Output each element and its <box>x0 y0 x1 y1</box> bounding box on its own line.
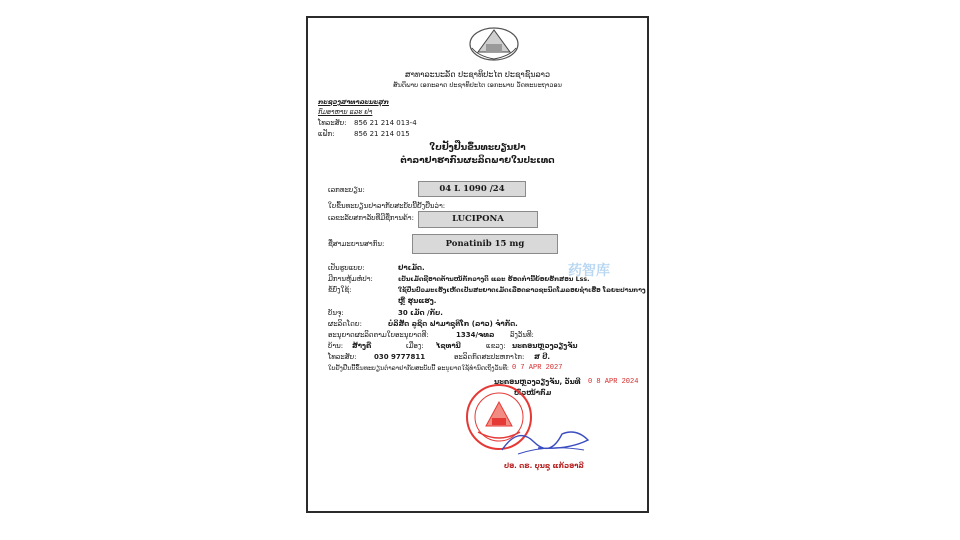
fax-value: 856 21 214 015 <box>354 130 410 138</box>
registration-certificate <box>306 16 649 513</box>
signature-place: ນະຄອນຫຼວງວຽງຈັນ, ວັນທີ <box>494 378 581 386</box>
tel-value: 030 9777811 <box>374 353 426 361</box>
dose-label: ບັນຈຸ: <box>328 309 344 317</box>
village-label: ບ້ານ: <box>328 342 344 350</box>
country-header: ສາທາລະນະລັດ ປະຊາທິປະໄຕ ປະຊາຊົນລາວ <box>404 70 551 79</box>
valid-label: ອະລິດກົດສະປະຫກາໄກ: <box>454 353 525 361</box>
license-label: ອະນຸຍາດຜະລິດຕາມໃບອະນຸຍາດທີ: <box>328 331 429 339</box>
use-value: ໃຊ້ປິ່ນປົວມະເຮັງເຫັດເປັນສະຍາດເມັດເລືອດຂາວຊະນິດໂມລອຍຊໍາເຮື່ອ ໂລຍະປານກາງ <box>398 287 646 294</box>
certify-note: ໃບຂຶ້ນທະບຽນຢາລາກັບສະບັບນີ້ຢັ້ງຢືນວ່າ: <box>328 202 446 210</box>
pack-value: ເປັນເມັດຊີອາດຕ້ານໜ້ກັກວາງດິ ແລະ ຮ້ອດກຳນີ້ຍ້ອຍຮັກສອນ Lss. <box>398 276 590 283</box>
form-label: ເປັນຮູບແບບ: <box>328 264 365 272</box>
reg-number-box: 04 L 1090 /24 <box>418 181 526 197</box>
village-value: ສ້າງຄື <box>352 342 372 350</box>
signatory-name: ປອ. ດຣ. ບຸນຊູ ແກ້ວອາລີ <box>504 462 584 470</box>
phone-value: 856 21 214 013-4 <box>354 119 417 127</box>
phone-label: ໂທລະສັບ: <box>318 119 347 127</box>
ministry-dept: ກົມອາຫານ ແລະ ຢາ <box>318 108 373 116</box>
expiry-note: ໃບຢັ້ງຢືນນີ້ຂຶ້ນທະບຽນຕຳລາຢາກັບສະບັບນີ້ ອະນຸຍາດໃຊ້ທຳນົດເຖິງວັນທີ: <box>328 365 509 372</box>
form-value: ຢາເມັດ. <box>398 264 425 272</box>
ministry-name: ກະຊວງສາທາລະນະສຸກ <box>318 98 389 106</box>
reg-number-label: ເລກທະບຽນ: <box>328 186 365 194</box>
use-value-cont: ຫຼື ຮຸນແຮງ. <box>398 297 437 305</box>
province-value: ນະຄອນຫຼວງວຽງຈັນ <box>512 342 578 350</box>
watermark: 药智库 <box>568 263 610 279</box>
brand-label: ເລຂະລັບສກາລັບທີ່ມີຊື່ການຄ້າ: <box>328 214 414 222</box>
generic-label: ຊື່ສາມະຍານສາກົນ: <box>328 240 385 248</box>
issue-date-stamp: 0 8 APR 2024 <box>588 378 639 386</box>
district-value: ໄຊທານີ <box>436 342 461 350</box>
fax-label: ແຟັກ: <box>318 130 335 138</box>
license-value: 1334/ຈທລ <box>456 331 495 339</box>
province-label: ແຂວງ: <box>486 342 506 350</box>
handwritten-signature-icon <box>498 420 598 460</box>
valid-value: ສ ປີ. <box>534 353 550 361</box>
country-motto: ສັນຕິພາບ ເອກະລາດ ປະຊາທິປະໄຕ ເອກະພາບ ວັດທະນະຖາວອນ <box>393 81 562 89</box>
maker-value: ບໍລິສັດ ລູຊິດ ຟາມາຊູຕິໂກ (ລາວ) ຈຳກັດ. <box>388 320 518 328</box>
dose-value: 30 ເມັດ /ກັບ. <box>398 309 443 317</box>
pack-label: ມີການຫຸ້ມຫໍ່ປາ: <box>328 275 373 283</box>
tel-label: ໂທລະສັບ: <box>328 353 357 361</box>
generic-box: Ponatinib 15 mg <box>412 234 558 254</box>
license-date-label: ລົງວັນທີ: <box>510 331 534 339</box>
signatory-role: ຫົວໜ້າກົມ <box>514 389 552 397</box>
national-emblem-icon <box>468 26 520 62</box>
maker-label: ຜະລິດໂດຍ: <box>328 320 362 328</box>
document-title: ໃບຢັ້ງຢືນຂຶ້ນທະບຽນຢາ <box>429 143 526 153</box>
document-subtitle: ຕຳລາຢາຮາກົນຜະລິດພາຍໃນປະເທດ <box>400 156 555 166</box>
expiry-stamp: 0 7 APR 2027 <box>512 364 563 372</box>
use-label: ຂໍ້ບົ່ງໃຊ້: <box>328 286 352 294</box>
district-label: ເມືອງ: <box>406 342 424 350</box>
brand-box: LUCIPONA <box>418 211 538 228</box>
